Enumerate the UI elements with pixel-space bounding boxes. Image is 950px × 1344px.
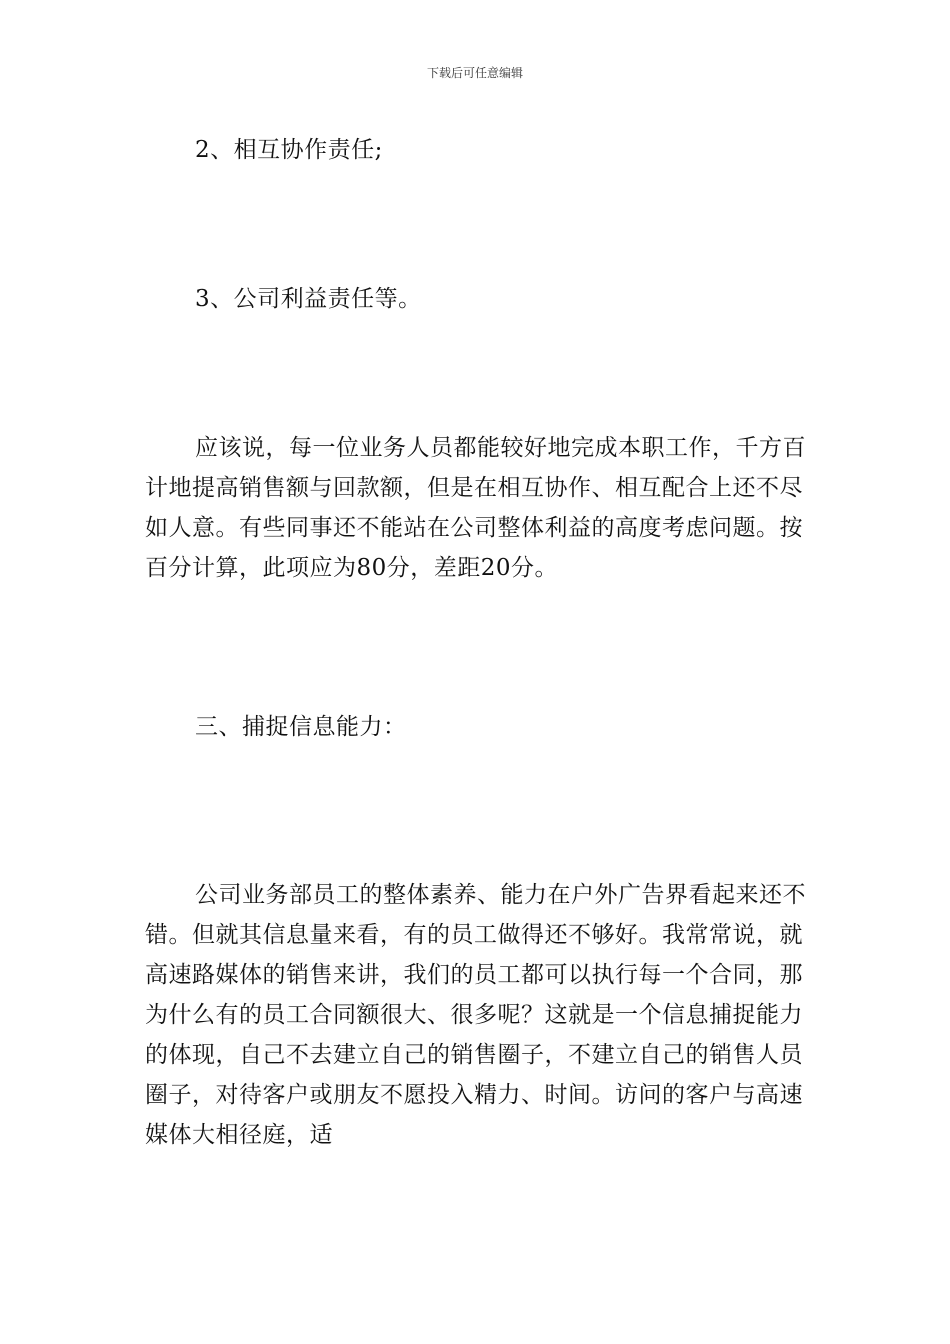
paragraph-information-capture: 公司业务部员工的整体素养、能力在户外广告界看起来还不错。但就其信息量来看，有的员工做得还不够好。我常常说，就高速路媒体的销售来讲，我们的员工都可以执行每一个合同，那为什么有的员工合同额很大、很多呢？这就是一个信息捕捉能力的体现，自己不去建立自己的销售圈子，不建立自己的销售人员圈子，对待客户或朋友不愿投入精力、时间。访问的客户与高速媒体大相径庭，适	[145, 882, 806, 1148]
paragraph-item-2: 2、相互协作责任;	[195, 137, 383, 163]
page-header-note: 下载后可任意编辑	[426, 66, 523, 80]
paragraph-item-3: 3、公司利益责任等。	[195, 286, 422, 312]
paragraph-cooperation-assessment: 应该说，每一位业务人员都能较好地完成本职工作，千方百计地提高销售额与回款额，但是在相互协作、相互配合上还不尽如人意。有些同事还不能站在公司整体利益的高度考虑问题。按百分计算，此项应为80分，差距20分。	[145, 435, 806, 581]
section-heading-information-capture: 三、捕捉信息能力：	[195, 714, 407, 740]
